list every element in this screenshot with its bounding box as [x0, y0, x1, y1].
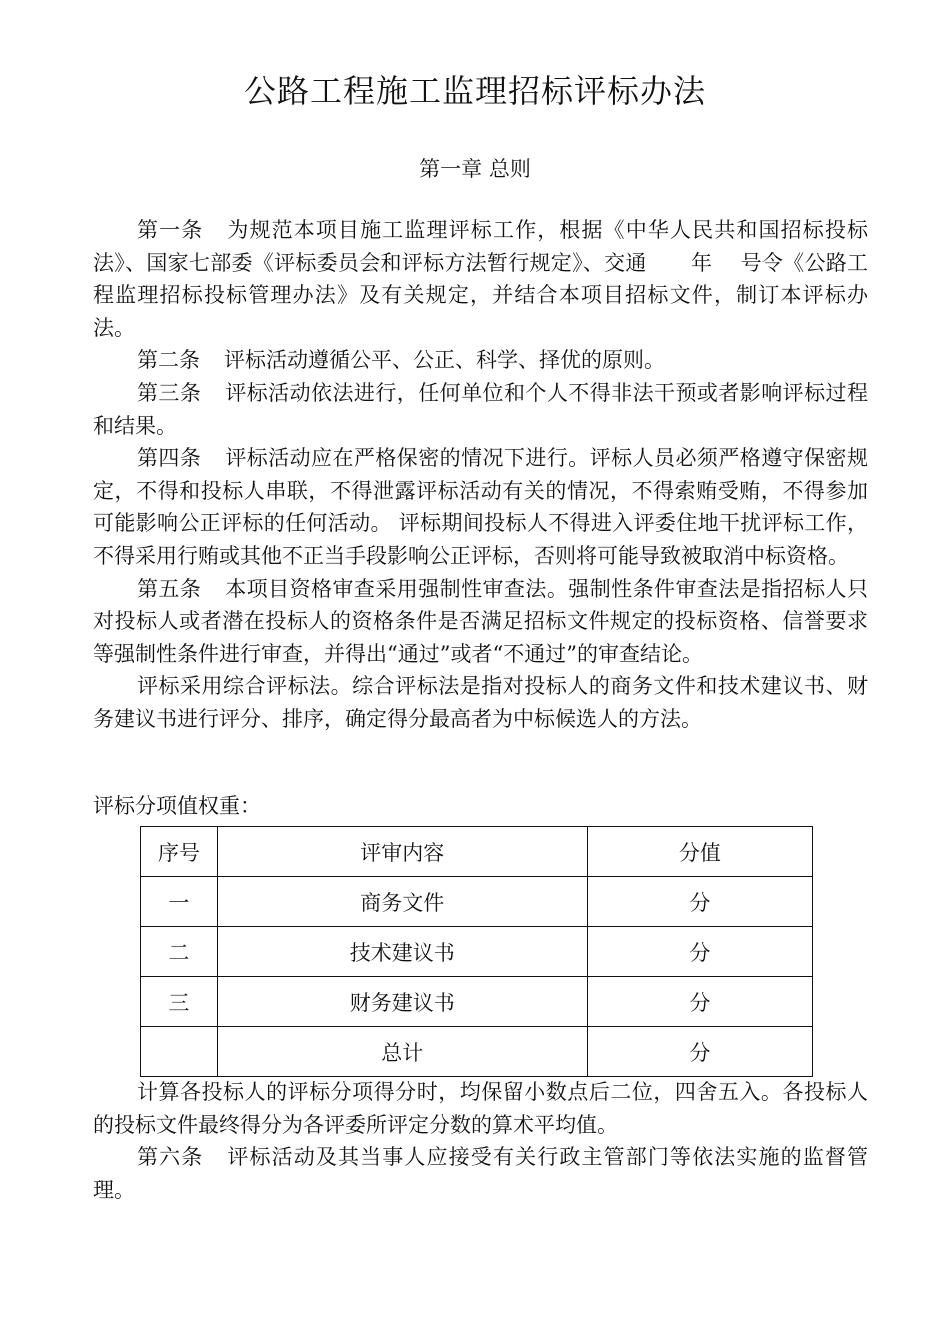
table-cell: 总计 — [217, 1027, 587, 1077]
table-label: 评标分项值权重： — [93, 794, 261, 818]
score-weight-table — [140, 826, 813, 1077]
table-header-cell: 分值 — [587, 827, 812, 877]
table-total-row — [141, 1027, 813, 1077]
article-4 — [93, 442, 868, 572]
table-header-cell: 序号 — [141, 827, 218, 877]
table-cell: 一 — [141, 877, 218, 927]
document-title: 公路工程施工监理招标评标办法 — [243, 72, 706, 110]
table-cell: 分 — [587, 977, 812, 1027]
chapter-heading: 第一章 总则 — [419, 157, 531, 181]
table-header-cell: 评审内容 — [217, 827, 587, 877]
article-text: 本项目资格审查采用强制性审查法。强制性条件审查法是指招标人只对投标人或者潜在投标人的资格条件是否满足招标文件规定的投标资格、信誉要求等强制性条件进行审查，并得出“通过”或者“不通过”的审查结论。 — [93, 576, 868, 666]
table-cell: 分 — [587, 927, 812, 977]
article-text: 号令《公路工程监理招标投标管理办法》及有关规定，并结合本项目招标文件，制订本评标办法。 — [93, 250, 869, 340]
body-text — [93, 214, 868, 736]
table-row — [141, 877, 813, 927]
article-text: 评标活动依法进行，任何单位和个人不得非法干预或者影响评标过程和结果。 — [93, 380, 868, 438]
table-row — [141, 977, 813, 1027]
table-cell: 分 — [587, 1027, 812, 1077]
table-cell: 财务建议书 — [217, 977, 587, 1027]
article-3 — [93, 377, 868, 442]
article-number: 第四条 — [137, 446, 202, 471]
table-cell: 技术建议书 — [217, 927, 587, 977]
table-cell — [141, 1027, 218, 1077]
table-cell: 三 — [141, 977, 218, 1027]
article-number: 第二条 — [137, 348, 200, 373]
article-number: 第六条 — [137, 1145, 204, 1170]
article-number: 第一条 — [137, 218, 204, 242]
article-number: 第三条 — [137, 380, 202, 405]
article-number: 第五条 — [137, 576, 202, 601]
article-text: 为规范本项目施工监理评标工作，根据《中华人民共和国招标投标法》、国家七部委《评标委员会和评标方法暂行规定》、交通 — [93, 218, 869, 275]
article-2 — [93, 344, 868, 377]
table-cell: 分 — [587, 877, 812, 927]
article-5 — [93, 573, 868, 671]
article-text: 评标活动及其当事人应接受有关行政主管部门等依法实施的监督管理。 — [93, 1145, 869, 1202]
table-row — [141, 927, 813, 977]
article-1 — [93, 214, 868, 344]
table-cell: 二 — [141, 927, 218, 977]
article-text: 评标活动应在严格保密的情况下进行。评标人员必须严格遵守保密规定，不得和投标人串联，不得泄露评标活动有关的情况，不得索贿受贿，不得参加可能影响公正评标的任何活动。 评标期间投标人不得进入评委住地干扰评标工作，不得采用行贿或其他不正当手段影响公正评标，否则将可能导致被取消中标资格。 — [93, 446, 868, 568]
article-text: 年 — [690, 250, 713, 275]
article-6 — [93, 1141, 868, 1206]
table-cell: 商务文件 — [217, 877, 587, 927]
table-header-row — [141, 827, 813, 877]
calc-paragraph: 计算各投标人的评标分项得分时，均保留小数点后二位，四舍五入。各投标人的投标文件最终得分为各评委所评定分数的算术平均值。 — [93, 1080, 868, 1137]
article-text: 评标活动遵循公平、公正、科学、择优的原则。 — [224, 348, 665, 373]
method-paragraph: 评标采用综合评标法。综合评标法是指对投标人的商务文件和技术建议书、财务建议书进行评分、排序，确定得分最高者为中标候选人的方法。 — [93, 674, 868, 731]
after-table-text — [93, 1076, 868, 1206]
